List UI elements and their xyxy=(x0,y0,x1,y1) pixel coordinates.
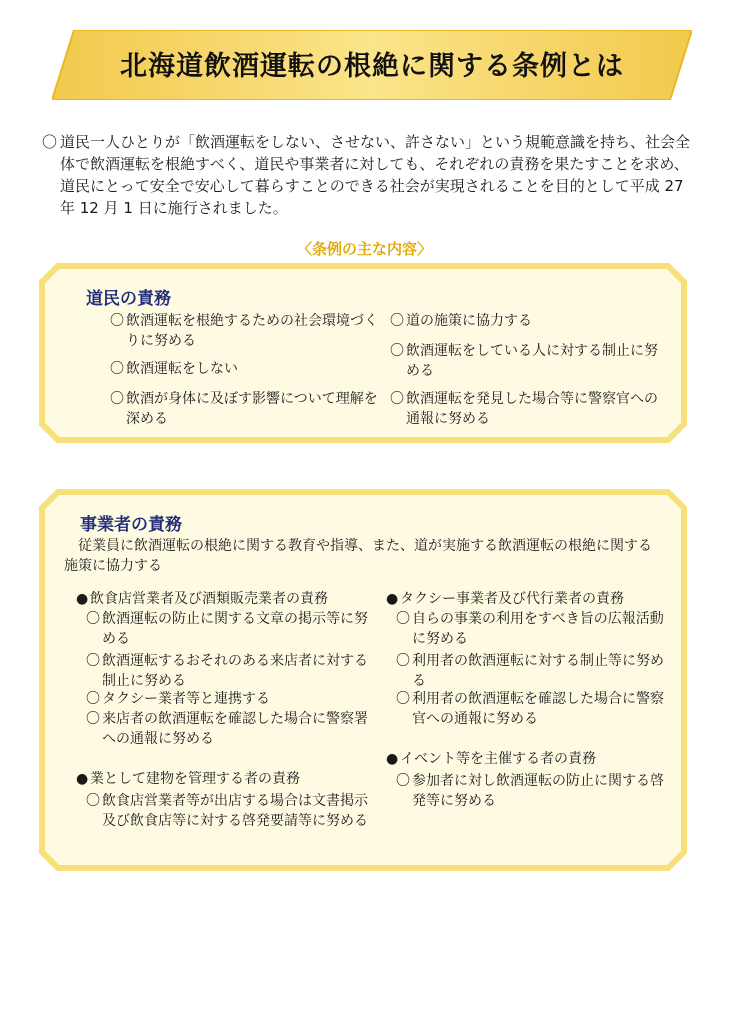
citizens-item: 〇 飲酒運転を根絶するための社会環境づくりに努める xyxy=(110,313,378,349)
citizens-item: 〇 飲酒が身体に及ぼす影響について理解を深める xyxy=(110,391,378,427)
business-item: 〇 飲酒運転の防止に関する文章の掲示等に努める xyxy=(86,611,368,647)
title-banner xyxy=(52,30,692,100)
citizens-item: 〇 道の施策に協力する xyxy=(390,313,532,329)
business-duties-box xyxy=(38,488,688,872)
citizens-duties-box xyxy=(38,262,688,444)
page-title: 北海道飲酒運転の根絶に関する条例とは xyxy=(120,51,624,82)
intro-mark: 〇 xyxy=(42,133,58,151)
business-item: 〇 参加者に対し飲酒運転の防止に関する啓発等に努める xyxy=(396,773,664,809)
business-group-heading: ● 飲食店営業者及び酒類販売業者の責務 xyxy=(76,591,328,607)
business-item: 〇 利用者の飲酒運転を確認した場合に警察官への通報に努める xyxy=(396,691,664,727)
citizens-duties-title: 道民の責務 xyxy=(86,289,171,309)
business-group-heading: ● イベント等を主催する者の責務 xyxy=(386,751,596,767)
business-group-heading: ● タクシー事業者及び代行業者の責務 xyxy=(386,591,624,607)
intro-text: 道民一人ひとりが「飲酒運転をしない、させない、許さない」という規範意識を持ち、社会全体で飲酒運転を根絶すべく、道民や事業者に対しても、それぞれの責務を果たすことを求め、道民にとって安全で安心して暮らすことのできる社会が実現されることを目的として平成 27 年 12 月 1 日に施行されました。 xyxy=(60,133,691,217)
business-group-heading: ● 業として建物を管理する者の責務 xyxy=(76,771,300,787)
business-item: 〇 飲酒運転するおそれのある来店者に対する制止に努める xyxy=(86,653,368,689)
business-item: 〇 自らの事業の利用をすべき旨の広報活動に努める xyxy=(396,611,664,647)
business-duties-title: 事業者の責務 xyxy=(80,515,182,535)
citizens-item: 〇 飲酒運転を発見した場合等に警察官への通報に努める xyxy=(390,391,658,427)
business-item: 〇 来店者の飲酒運転を確認した場合に警察署への通報に努める xyxy=(86,711,368,747)
citizens-item: 〇 飲酒運転をしない xyxy=(110,361,238,377)
business-item: 〇 利用者の飲酒運転に対する制止等に努める xyxy=(396,653,664,689)
intro-paragraph xyxy=(42,131,692,219)
section-subheading: 〈条例の主な内容〉 xyxy=(296,240,432,258)
business-item: 〇 タクシー業者等と連携する xyxy=(86,691,270,707)
business-item: 〇 飲食店営業者等が出店する場合は文書掲示及び飲食店等に対する啓発要請等に努める xyxy=(86,793,368,829)
business-lead-text: 従業員に飲酒運転の根絶に関する教育や指導、また、道が実施する飲酒運転の根絶に関する施策に協力する xyxy=(64,538,652,574)
citizens-item: 〇 飲酒運転をしている人に対する制止に努める xyxy=(390,343,658,379)
